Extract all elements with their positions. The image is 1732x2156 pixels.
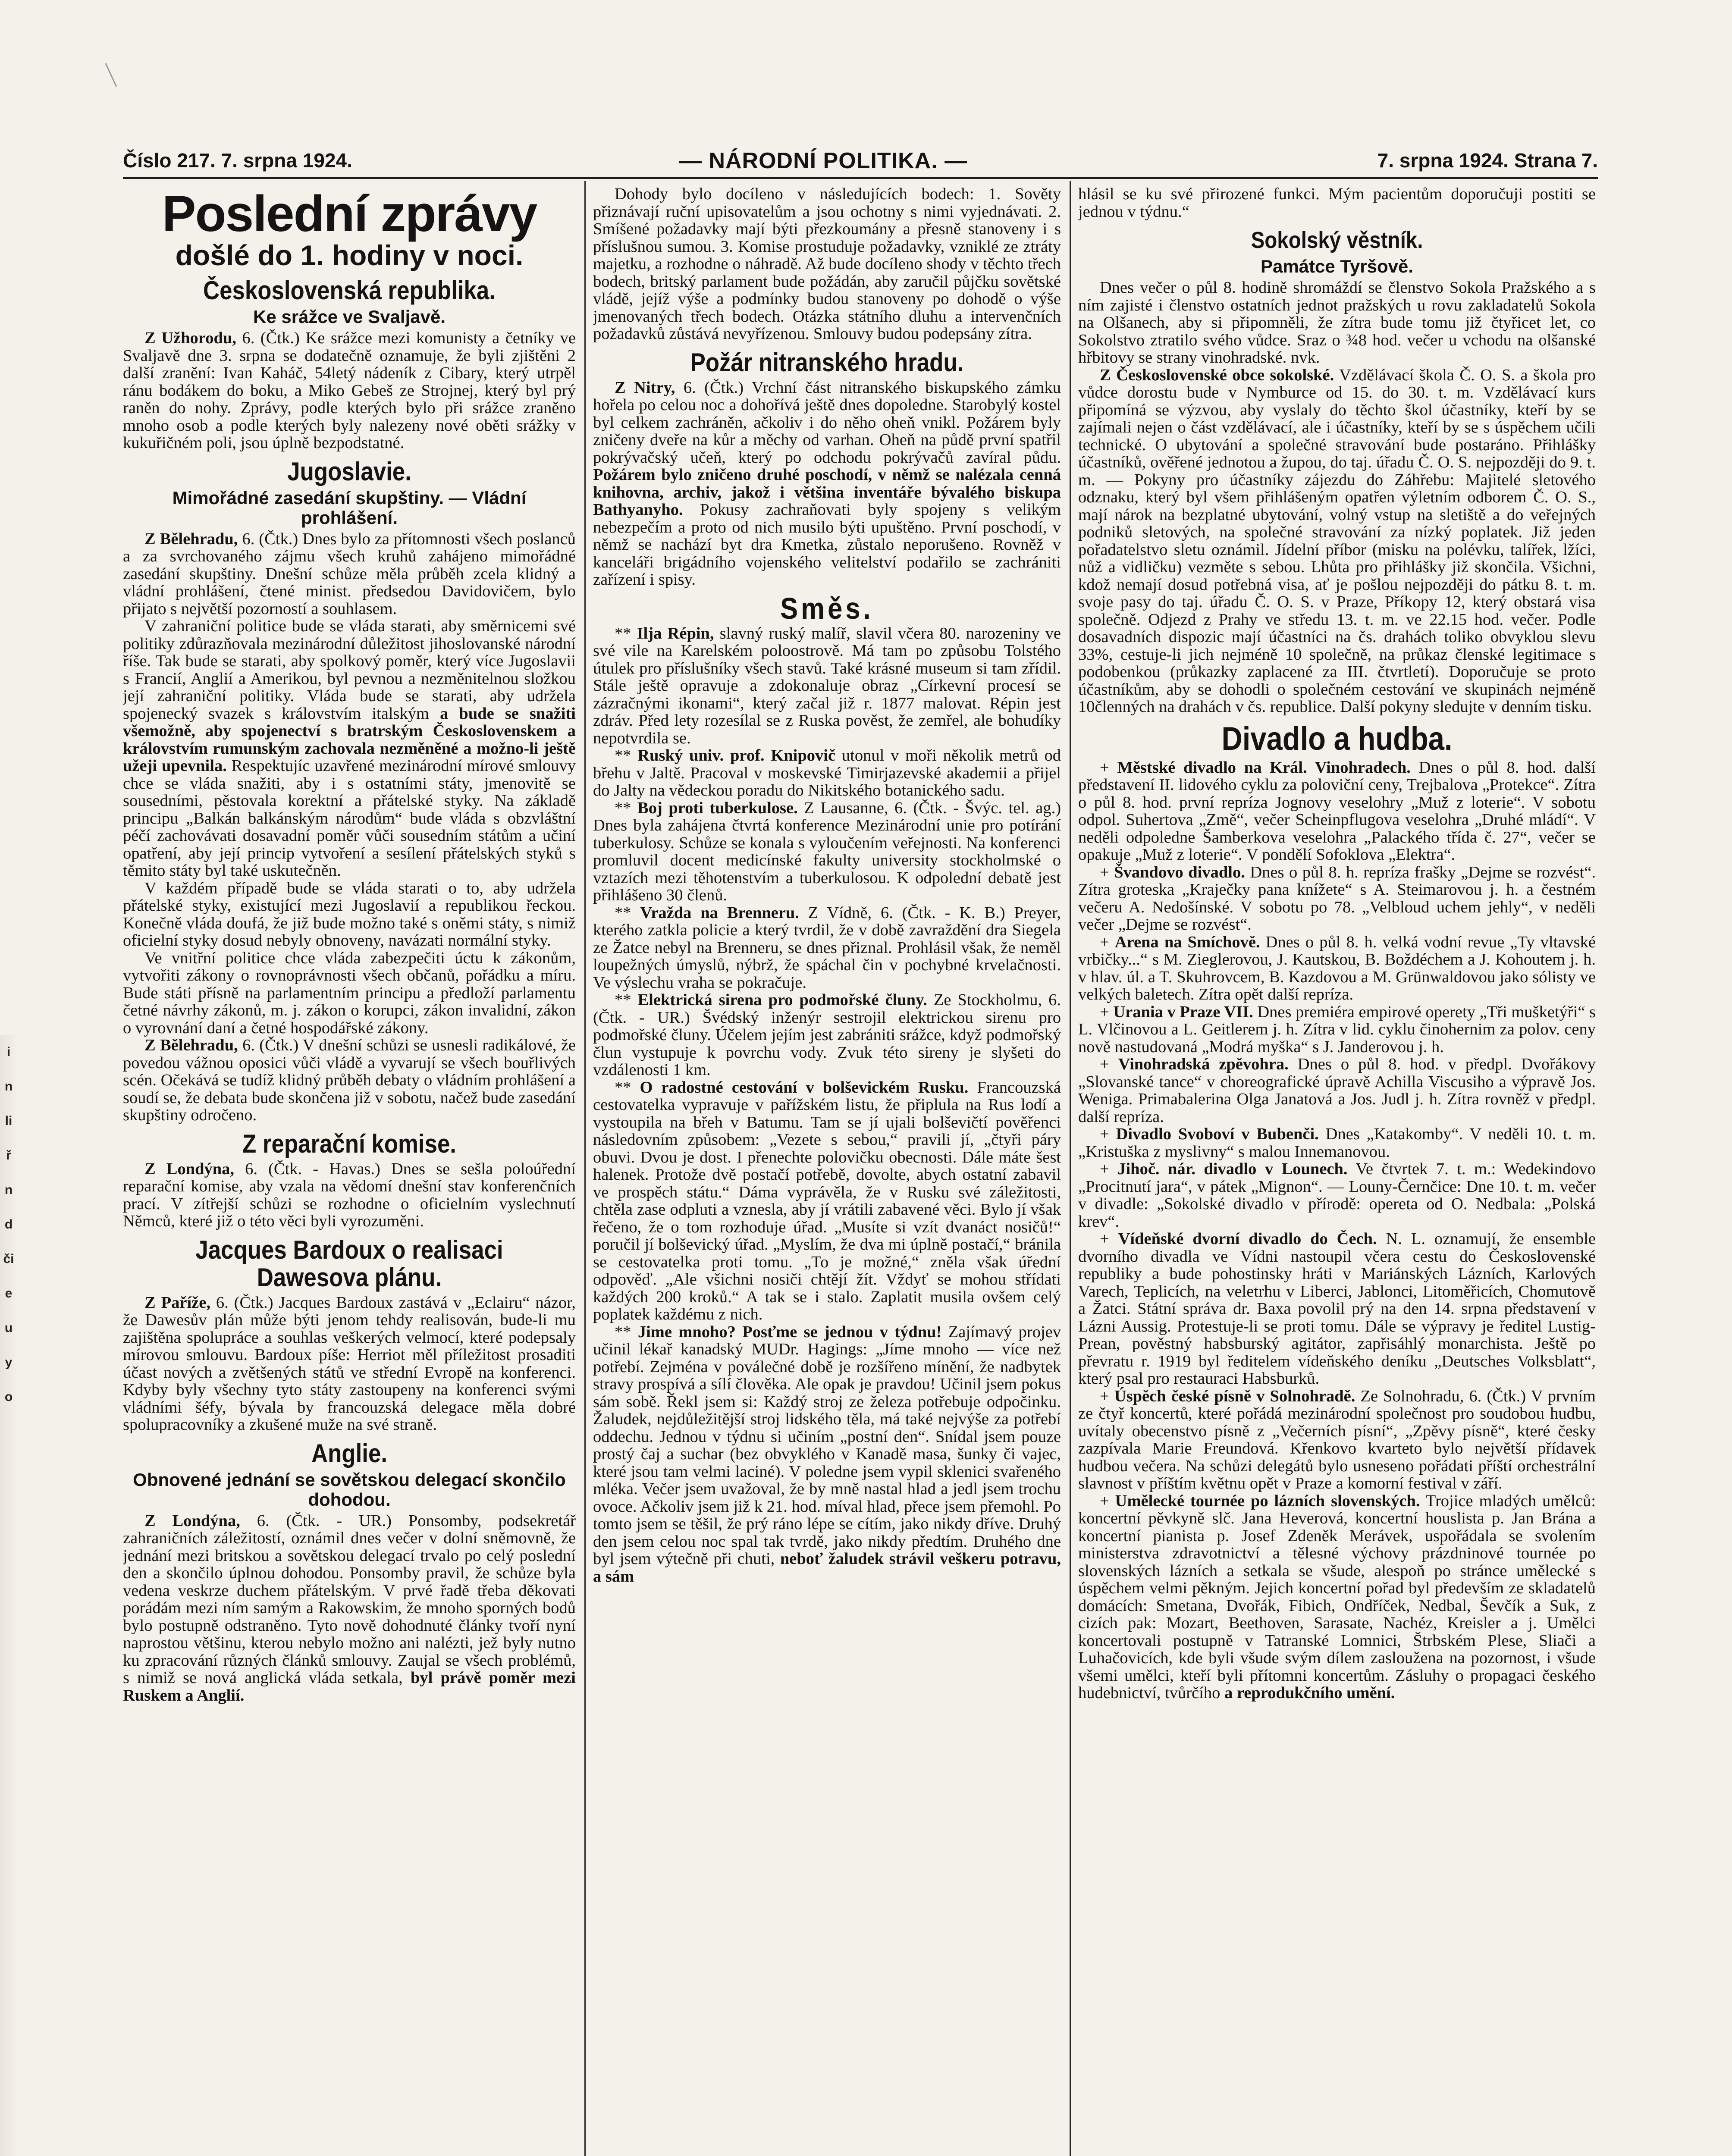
theatre-item: + Divadlo Svoboví v Bubenči. Dnes „Katakomby“. V neděli 10. t. m. „Kristuška z myslivny“ s malou Innemanovou. — [1078, 1125, 1596, 1161]
item-lead: Elektrická sirena pro podmořské čluny. — [637, 991, 927, 1009]
item-lead: Z Československé obce sokolské. — [1100, 366, 1334, 384]
section-heading: Směs. — [780, 591, 874, 625]
item-lead: Vídeňské dvorní divadlo do Čech. — [1118, 1230, 1377, 1248]
edge-letter: n — [4, 1183, 13, 1197]
article-paragraph: V zahraniční politice bude se vláda starati, aby směrnicemi své politiky zdůrazňovala mezinárodní důležitost jihoslovanské národní říše. Tak bude se starati, aby spolkový poměr, který více Jugoslavii s Francií, Anglií a Amerikou, byl pevnou a nezměnitelnou složkou její zahraniční politiky. Vláda bude se starati, aby udržela spojenecký svazek s královstvím italským a bude se snažiti všemožně, aby spojenectví s bratrským Československem a královstvím rumunským zachovala nezměněné a možno-li ještě užeji upevnila. Respektujíc uzavřené mezinárodní mírové smlouvy chce se vláda snažiti, aby i s ostatními státy, jmenovitě se sousedními, pěstovala korektní a přátelské styky. Na základě principu „Balkán balkánským národům“ bude vláda s obzvláštní péčí zachovávati dosavadní poměr vůči sousedním státům a učiní opatření, aby její princip vytvoření a sesílení přátelských styků s těmito státy byl také uskutečněn. — [123, 617, 576, 880]
signature: nvk. — [1290, 348, 1320, 367]
news-item: ** Boj proti tuberkulose. Z Lausanne, 6. (Čtk. - Švýc. tel. ag.) Dnes byla zahájena čtvrtá konference Mezinárodní unie pro potírání tuberkulosy. Schůze se konala s vyloučením veřejnosti. Na konferenci promluvil docent medicínské fakulty university stockholmské o vztazích mezi těhotenstvím a tuberkulosou. K odpolední debatě jest přihlášeno 30 členů. — [593, 799, 1061, 904]
section-heading: Jugoslavie. — [287, 457, 411, 486]
bold-passage: a bude se snažiti všemožně, aby spojenectví s bratrským Československem a královstvím rumunským zachovala nezměněné a možno-li ještě užeji upevnila. — [123, 704, 576, 775]
theatre-item: + Arena na Smíchově. Dnes o půl 8. h. velká vodní revue „Ty vltavské vrbičky...“ s M. Zieglerovou, J. Kautskou, B. Boždéchem a J. Kohoutem j. h. v hlav. úl. a T. Skuhrovcem, B. Kazdovou a M. Grünwaldovou jako sólisty ve velkých baletech. Zítra opět další repríza. — [1078, 933, 1596, 1003]
edge-letter: y — [5, 1355, 13, 1369]
news-item: ** Ruský univ. prof. Knipovič utonul v moři několik metrů od břehu v Jaltě. Pracoval v moskevské Timirjazevské akademii a přijel do Jalty na vědeckou poradu do Nikitského botanického sadu. — [593, 746, 1061, 799]
header-rule — [123, 177, 1598, 179]
item-lead: Urania v Praze VII. — [1113, 1003, 1253, 1021]
bold-passage: Požárem bylo zničeno druhé poschodí, v němž se nalézala cenná knihovna, archiv, jakož i většina inventáře bývalého biskupa Bathyanyho. — [593, 466, 1061, 519]
news-item: ** Jime mnoho? Posťme se jednou v týdnu! Zajímavý projev učinil lékař kanadský MUDr. Hagings: „Jíme mnoho — více než potřebí. Zejména v poválečné době je rozšířeno mínění, že nadbytek stravy prospívá a sílí člověka. Ale opak je pravdou! Učinil jsem pokus sám sobě. Řekl jsem si: Každý stroj ze železa potřebuje odpočinku. Žaludek, nejdůležitější stroj lidského těla, má také nejvýše za potřebí oddechu. Jednou v týdnu si učiním „postní den“. Snídal jsem pouze prostý čaj a suchar (bez obvyklého v Kanadě masa, šunky či vajec, které jsou tam velmi laciné). V poledne jsem vypil sklenici svařeného mléka. Večer jsem uvažoval, že by mně nastal hlad a jedl jsem trochu ovoce. Ačkoliv jsem již k 21. hod. míval hlad, přece jsem přemohl. Po tomto jsem se těšil, že prý ráno lépe se cítím, jako nikdy dříve. Druhý den jsem celou noc spal tak tvrdě, jako nikdy předtím. Druhého dne byl jsem výtečně při chuti, neboť žaludek strávil veškeru potravu, a sám — [593, 1322, 1061, 1586]
bold-passage: byl právě poměr mezi Ruskem a Anglií. — [123, 1669, 576, 1705]
item-lead: Arena na Smíchově. — [1114, 933, 1260, 951]
item-lead: Ilja Répin, — [637, 624, 714, 642]
article-subheading: Mimořádné zasedání skupštiny. — Vládní prohlášení. — [172, 487, 527, 528]
newspaper-title: — NÁRODNÍ POLITIKA. — — [679, 148, 968, 173]
theatre-item: + Švandovo divadlo. Dnes o půl 8. h. repríza frašky „Dejme se rozvést“. Zítra groteska „Kraječky pana knížete“ s A. Steimarovou j. h. a čestném večeru A. Nedošínské. V sobotu po 78. „Velbloud uchem jehly“, v neděli večer „Dejme se rozvést“. — [1078, 863, 1596, 934]
bold-passage: neboť žaludek strávil veškeru potravu, a sám — [593, 1550, 1061, 1586]
banner-headline: Poslední zprávy — [162, 185, 537, 242]
section-heading: Anglie. — [311, 1438, 387, 1468]
theatre-item: + Urania v Praze VII. Dnes premiéra empirové operety „Tři mušketýři“ s L. Vlčinovou a L. Geitlerem j. h. Zítra v lid. cyklu činohernim za polov. ceny nově nastudovaná „Modrá myška“ s J. Janderovou j. h. — [1078, 1003, 1596, 1056]
dateline: Z Londýna, — [144, 1159, 235, 1178]
item-lead: Jime mnoho? Posťme se jednou v týdnu! — [637, 1322, 942, 1341]
theatre-item: + Městské divadlo na Král. Vinohradech. Dnes o půl 8. hod. další představení II. lidového cyklu za poloviční ceny, Trejbalova „Protekce“. Zítra o půl 8. hod. první repríza Jognovy veselohry „Muž z loterie“. V sobotu odpol. Suhertova „Změ“, večer Scheinpflugova veselohra „Druhé mládí“. V neděli odpoledne Šamberkova veselohra „Palackého třída č. 27“, večer se opakuje „Muž z loterie“. V pondělí Sofoklova „Elektra“. — [1078, 758, 1596, 864]
column-rule — [584, 181, 586, 2156]
adjacent-page-edge — [0, 1035, 17, 2156]
dateline: Z Bělehradu, — [144, 1036, 238, 1054]
item-lead: Boj proti tuberkulose. — [637, 799, 798, 817]
article-paragraph: Z Paříže, 6. (Čtk.) Jacques Bardoux zastává v „Eclairu“ názor, že Dawesův plán může býti jenom tehdy realisován, bude-li mu zajištěna spolupráce a souhlas veškerých velmocí, které podepsaly mírovou smlouvu. Bardoux píše: Herriot měl příležitost prosaditi účast nových a zvětšených států ve střední Evropě na konferenci. Kdyby byly všechny tyto státy zastoupeny na konferenci svými vládními šéfy, bývala by francouzská delegace měla dobré spolupracovníky a zkušené muže na své straně. — [123, 1293, 576, 1434]
section-heading: Požár nitranského hradu. — [690, 348, 964, 377]
news-item: ** Ilja Répin, slavný ruský malíř, slavil včera 80. narozeniny ve své vile na Karelském poloostrově. Má tam po způsobu Tolstého útulek pro příslušníky všech stavů. Také krásné museum si tam zřídil. Stále ještě opravuje a zdokonaluje obraz „Církevní procesí se zázračnými ikonami“, který začal již r. 1877 malovat. Répin jest zdráv. Před lety rozesílal se z Ruska pověst, že zemřel, ale bohudíky nepotvrdila se. — [593, 624, 1061, 747]
article-paragraph: Z Bělehradu, 6. (Čtk.) V dnešní schůzi se usnesli radikálové, že povedou vážnou oposici vůči vládě a vyvarují se všech bouřlivých scén. Očekává se tudíž klidný průběh debaty o vládním prohlášení a soudí se, že debata bude skončena již v sobotu, načež bude zasedání skupštiny odročeno. — [123, 1036, 576, 1124]
banner-subheadline: došlé do 1. hodiny v noci. — [175, 239, 524, 271]
dateline: Z Bělehradu, — [144, 530, 238, 548]
item-lead: Divadlo Svoboví v Bubenči. — [1116, 1125, 1319, 1143]
dateline: Z Londýna, — [144, 1511, 240, 1530]
edge-letter: či — [3, 1252, 14, 1266]
theatre-item: + Úspěch české písně v Solnohradě. Ze Solnohradu, 6. (Čtk.) V prvním ze čtyř koncertů, které pořádá mezinárodní společnost pro soudobou hudbu, uvítaly obecenstvo písně z „Večerních písní“, „Zpěvy písně“, které česky zazpívala Marie Freundová. Křenkovo kvarteto bylo největší přídavek hudbou večera. Na schůzi delegátů bylo usneseno pořádati příští orchestrální slavnost v příštím květnu opět v Praze a komorní festival v září. — [1078, 1387, 1596, 1492]
dateline: Z Užhorodu, — [144, 329, 236, 347]
edge-letter: u — [4, 1321, 13, 1335]
article-paragraph: hlásil se ku své přirozené funkci. Mým pacientům doporučuji postiti se jednou v týdnu.“ — [1078, 185, 1596, 221]
item-lead: Jihoč. nár. divadlo v Lounech. — [1117, 1160, 1348, 1178]
article-paragraph: Z Užhorodu, 6. (Čtk.) Ke srážce mezi komunisty a četníky ve Svaljavě dne 3. srpna se dodatečně oznamuje, že byli zjištěni 2 další zranění: Ivan Kaháč, 54letý nádeník z Cibary, který utrpěl ránu bodákem do boku, a Miko Gebeš ze Strojnej, který byl prý raněn do nohy. Zprávy, podle kterých bylo při srážce zraněno mnoho osob a podle kterých byly nalezeny nové oběti srážky v kukuřičném poli, jsou úplně bezpodstatné. — [123, 329, 576, 452]
news-item: ** Vražda na Brenneru. Z Vídně, 6. (Čtk. - K. B.) Preyer, kterého zatkla policie a který tvrdil, že v době zavraždění dra Siegela ze Žatce nebyl na Brenneru, se dnes přiznal. Prohlásil však, že neměl loupežných úmyslů, nýbrž, že spáchal čin v pochybné krvelačnosti. Ve výslechu vraha se pokračuje. — [593, 903, 1061, 992]
item-lead: Umělecké tournée po lázních slovenských. — [1115, 1492, 1420, 1510]
edge-letter: ř — [6, 1148, 11, 1163]
issue-number: Číslo 217. 7. srpna 1924. — [123, 149, 352, 172]
edge-letter: li — [5, 1114, 13, 1128]
section-heading: Divadlo a hudba. — [1221, 720, 1453, 757]
article-paragraph: Z Nitry, 6. (Čtk.) Vrchní část nitranského biskupského zámku hořela po celou noc a dohořívá ještě dnes dopoledne. Starobylý kostel byl celkem zachráněn, ačkoliv i do něho oheň vnikl. Požárem byly zničeny dveře na kůr a měchy od varhan. Oheň na půdě první spatřil pokrývačský učeň, který po odchodu pokrývačů zavíral půdu. Požárem bylo zničeno druhé poschodí, v němž se nalézala cenná knihovna, archiv, jakož i většina inventáře bývalého biskupa Bathyanyho. Pokusy zachraňovati byly spojeny s velikým nebezpečím a proto od nich musilo býti upuštěno. První poschodí, v němž se nachází byt dra Kmetka, zůstalo neporušeno. Rovněž v kanceláři brigádního vojenského velitelství podařilo se zachrániti zařízení i spisy. — [593, 378, 1061, 589]
bold-passage: a reprodukčního umění. — [1224, 1684, 1395, 1702]
article-paragraph: Z Československé obce sokolské. Vzdělávací škola Č. O. S. a škola pro vůdce dorostu bude v Nymburce od 15. do 30. t. m. Vzdělávací kurs připomíná se výzvou, aby vyslaly do těchto škol účastníky, kteří by se zajímali nejen o část vzdělávací, ale i účastníky, kteří by se s úspěchem učili technické. O ubytování a společné stravování bude postaráno. Přihlášky účastníků, ověřené jednotou a župou, do taj. úřadu Č. O. S. nejpozději do 9. t. m. — Pokyny pro účastníky zájezdu do Záhřebu: Majitelé sletového odznaku, který byl všem přihlášeným opatřen výletním odborem Č. O. S., mají nárok na bezplatné ubytování, volný vstup na sletiště a do veřejných podniků sletových, na společné stravování za nízký poplatek. Již jeden pořadatelstvo sletu oznámil. Jídelní příbor (misku na polévku, talířek, lžíci, nůž a vidličku) vezměte s sebou. Lhůta pro přihlášky již skončila. Všichni, kdož nemají dosud potřebná visa, ať je pošlou nejpozději do pátku 8. t. m. svoje pasy do taj. úřadu Č. O. S. v Praze, Příkopy 12, který obstará visa společně. Odjezd z Prahy ve středu 13. t. m. ve 22.15 hod. večer. Podle dosavadních dispozic mají účastníci na čs. drahách toliko obvyklou slevu 33%, cestuje-li jich nejméně 10 společně, na průkaz členské legitimace s podobenkou (průkazky zaplacené za III. čtvrtletí). Doporučuje se proto účastníkům, aby se dohodli o společném cestování ve skupinách nejméně 10členných na drahách v čs. republice. Další pokyny sledujte v denním tisku. — [1078, 366, 1596, 716]
theatre-item: + Vinohradská zpěvohra. Dnes o půl 8. hod. v předpl. Dvořákovy „Slovanské tance“ v choreografické úpravě Achilla Viscusiho a výpravě Jos. Weniga. Primabalerina Olga Janatová a Jos. Judl j. h. Zítra rovněž v předpl. další repríza. — [1078, 1055, 1596, 1126]
column-2 — [593, 185, 1061, 2156]
section-heading: Sokolský věstník. — [1251, 227, 1423, 253]
article-subheading: Obnovené jednání se sovětskou delegací skončilo dohodou. — [133, 1469, 566, 1510]
dateline: Z Paříže, — [144, 1293, 210, 1312]
item-lead: Městské divadlo na Král. Vinohradech. — [1117, 758, 1411, 777]
item-lead: Ruský univ. prof. Knipovič — [637, 746, 836, 765]
section-heading: Československá republika. — [203, 276, 496, 305]
article-paragraph: Dnes večer o půl 8. hodině shromáždí se členstvo Sokola Pražského a s ním zajisté i členstvo ostatních jednot pražských u rovu zakladatelů Sokola na Olšanech, aby si připomněli, že zítra bude tomu již čtyřicet let, co Sokolstvo ztratilo svého vůdce. Sraz o ¾8 hod. večer u vchodu na olšanské hřbitovy se strany vinohradské. nvk. — [1078, 279, 1596, 367]
article-paragraph: Ve vnitřní politice chce vláda zabezpečiti úctu k zákonům, vytvořiti zákony o rovnoprávnosti všech občanů, pořádku a míru. Bude státi přísně na parlamentním principu a předloží parlamentu četné návrhy zákonů, m. j. zákon o korupci, zákon invalidní, zákon o vyrovnání daní a četné hospodářské zákony. — [123, 949, 576, 1037]
edge-letter: o — [4, 1390, 13, 1404]
theatre-item: + Jihoč. nár. divadlo v Lounech. Ve čtvrtek 7. t. m.: Wedekindovo „Procitnutí jara“, v pátek „Mignon“. — Louny-Černčice: Dne 10. t. m. večer v divadle: „Sokolské divadlo v přírodě: opereta od O. Nedbala: „Polská krev“. — [1078, 1160, 1596, 1231]
article-subheading: Památce Tyršově. — [1260, 256, 1414, 276]
fold-mark — [105, 60, 124, 87]
item-lead: Vinohradská zpěvohra. — [1118, 1055, 1289, 1073]
theatre-item: + Umělecké tournée po lázních slovenských. Trojice mladých umělců: koncertní pěvkyně slč. Jana Heverová, koncertní houslista p. Jan Brána a koncertní pianista p. Josef Zdeněk Merávek, uspořádala se svolením ministerstva zdravotnictví a tělesné výchovy prázdninové tournée po slovenských lázních a setkala se všude, alespoň po stránce umělecké s úspěchem velmi pěkným. Jejich koncertní pořad byl především ze skladatelů domácích: Smetana, Dvořák, Fibich, Ondříček, Nedbal, Ševčík a Suk, z cizích pak: Mozart, Beethoven, Sarasate, Nachéz, Kreisler a j. Umělci koncertovali postupně v Tatranské Lomnici, Štrbském Plese, Sliači a Luhačovicích, kde byli všude svým dílem zasloužena na pozornost, i všude všemi umělci, kteří byli přítomni koncertům. Zásluhy o propagaci českého hudebnictví, tvůrčího a reprodukčního umění. — [1078, 1492, 1596, 1702]
item-lead: O radostné cestování v bolševickém Rusku. — [640, 1078, 969, 1097]
section-heading: Z reparační komise. — [242, 1129, 456, 1158]
section-heading: Jacques Bardoux o realisaci Dawesova plánu. — [195, 1235, 503, 1292]
column-1 — [123, 185, 576, 2156]
column-3 — [1078, 185, 1596, 2156]
item-lead: Vražda na Brenneru. — [640, 903, 799, 922]
article-paragraph: V každém případě bude se vláda starati o to, aby udržela přátelské styky, existující mezi Jugoslavií a republikou řeckou. Konečně vláda doufá, že již bude možno také s oněmi státy, s nimiž oficielní styky dosud nebyly obnoveny, navázati normální styky. — [123, 879, 576, 950]
edge-letter: i — [6, 1045, 11, 1059]
column-rule — [1070, 181, 1071, 2156]
edge-letter: n — [4, 1079, 13, 1094]
news-item: ** Elektrická sirena pro podmořské čluny. Ze Stockholmu, 6. (Čtk. - UR.) Švédský inženýr sestrojil elektrickou sirenu pro podmořské čluny. Účelem jejím jest zabrániti srážce, když podmořský člun vystupuje k povrchu vody. Zvuk této sireny je slyšeti do vzdálenosti 1 km. — [593, 991, 1061, 1079]
edge-letter: d — [4, 1217, 13, 1232]
article-paragraph: Z Londýna, 6. (Čtk. - UR.) Ponsomby, podsekretář zahraničních záležitostí, oznámil dnes večer v dolní sněmovně, že jednání mezi britskou a sovětskou delegací trvalo po celý poslední den a skončilo úplnou dohodou. Ponsomby pravil, že schůze byla vedena veskrze duchem přátelským. V prvé řadě třeba děkovati porádám mezi ním samým a Rakowskim, že mnoho sporných bodů bylo postupně odstraněno. Tyto nově dohodnuté články tvoří nyní naprostou většinu, kterou nebylo možno ani nalézti, jež byly nutno ku zpracování různých článků smlouvy. Zaujal se všech problémů, s nimiž se nová anglická vláda setkala, byl právě poměr mezi Ruskem a Anglií. — [123, 1511, 576, 1705]
item-lead: Úspěch české písně v Solnohradě. — [1114, 1387, 1355, 1405]
article-paragraph: Dohody bylo docíleno v následujících bodech: 1. Sověty přiznávají ruční upisovatelům a jsou ochotny s nimi vyjednávati. 2. Smíšené požadavky mají býti přezkoumány a přesně stanoveny i s příslušnou sumou. 3. Komise prostuduje požadavky, vzniklé ze ztráty majetku, a rozhodne o náhradě. Až bude docíleno shody v těchto třech bodech, britský parlament bude požádán, aby zaručil půjčku sovětské vládě, jejíž výše a podmínky budou stanoveny po dohodě o výše jmenovaných třech bodech. Otázka státního dluhu a intervenčních požadavků zůstává nevyřízenou. Smlouvy budou podepsány zítra. — [593, 185, 1061, 343]
theatre-item: + Vídeňské dvorní divadlo do Čech. N. L. oznamují, že ensemble dvorního divadla ve Vídni nastoupil včera cestu do Československé republiky a bude pohostinsky hráti v Mariánských Lázních, Karlových Varech, Teplicích, na veletrhu v Liberci, Jablonci, Litoměřicích, Chomutově a Žatci. Státní správa dr. Baxa povolil prý na den 14. srpna představení v Lázni Aussig. Protestuje-li se proti tomu. Dále se výpravy je ředitel Lustig-Prean, pověstný habsburský agitátor, zapřisáhlý monarchista. Ještě po převratu r. 1919 byl ředitelem vídeňského deníku „Deutsches Volksblatt“, který psal pro restauraci Habsburků. — [1078, 1230, 1596, 1388]
news-item: ** O radostné cestování v bolševickém Rusku. Francouzská cestovatelka vypravuje v pařížském listu, že připlula na Rus lodí a vystoupila na břeh v Batumu. Tam se jí ujali bolševičtí pověřenci následovním způsobem: „Vezete s sebou,“ pravili jí, „čtyři páry obuvi. Dvou je dost. I přenechte polovičku obecnosti. Dále máte šest halenek. Protože dvě postačí potřebě, dovolte, abych ostatní zabavil ve prospěch státu.“ Dáma vyprávěla, že v Rusku své záležitosti, chtěla zase odpluti a vznesla, aby jí vrátili zabavené věci. Bylo jí však řečeno, že o tom rozhoduje úřad. „Musíte si vzít dvanáct nosičů!“ poručil jí bolševický úřad. „Myslím, že dva mi úplně postačí,“ bránila se cestovatelka proti tomu. „To je možné,“ zněla však úřední odpověď. „Ale všichni nosiči chtějí žít. Vždyť se mohou střídati každých 200 kroků.“ A tak se i stalo. Zaplatit musila ovšem celý poplatek každému z nich. — [593, 1078, 1061, 1323]
dateline: Z Nitry, — [615, 378, 675, 397]
item-lead: Švandovo divadlo. — [1114, 863, 1245, 881]
article-paragraph: Z Bělehradu, 6. (Čtk.) Dnes bylo za přítomnosti všech poslanců a za svrchovaného zájmu všech kruhů zahájeno mimořádné zasedání skupštiny. Dnešní schůze měla průběh zcela klidný a vládní prohlášení, čtené minist. předsedou Davidovičem, bylo přijato s největší pozorností a souhlasem. — [123, 530, 576, 618]
page-number: 7. srpna 1924. Strana 7. — [1377, 149, 1598, 172]
edge-letter: e — [5, 1286, 13, 1300]
article-subheading: Ke srážce ve Svaljavě. — [253, 307, 446, 327]
article-paragraph: Z Londýna, 6. (Čtk. - Havas.) Dnes se sešla poloúřední reparační komise, aby vzala na vědomí dnešní stav konferenčních prací. V zítřejší schůzi se rozhodne o oficielním vyslechnutí Němců, které již o této věci byli vyrozuměni. — [123, 1159, 576, 1230]
